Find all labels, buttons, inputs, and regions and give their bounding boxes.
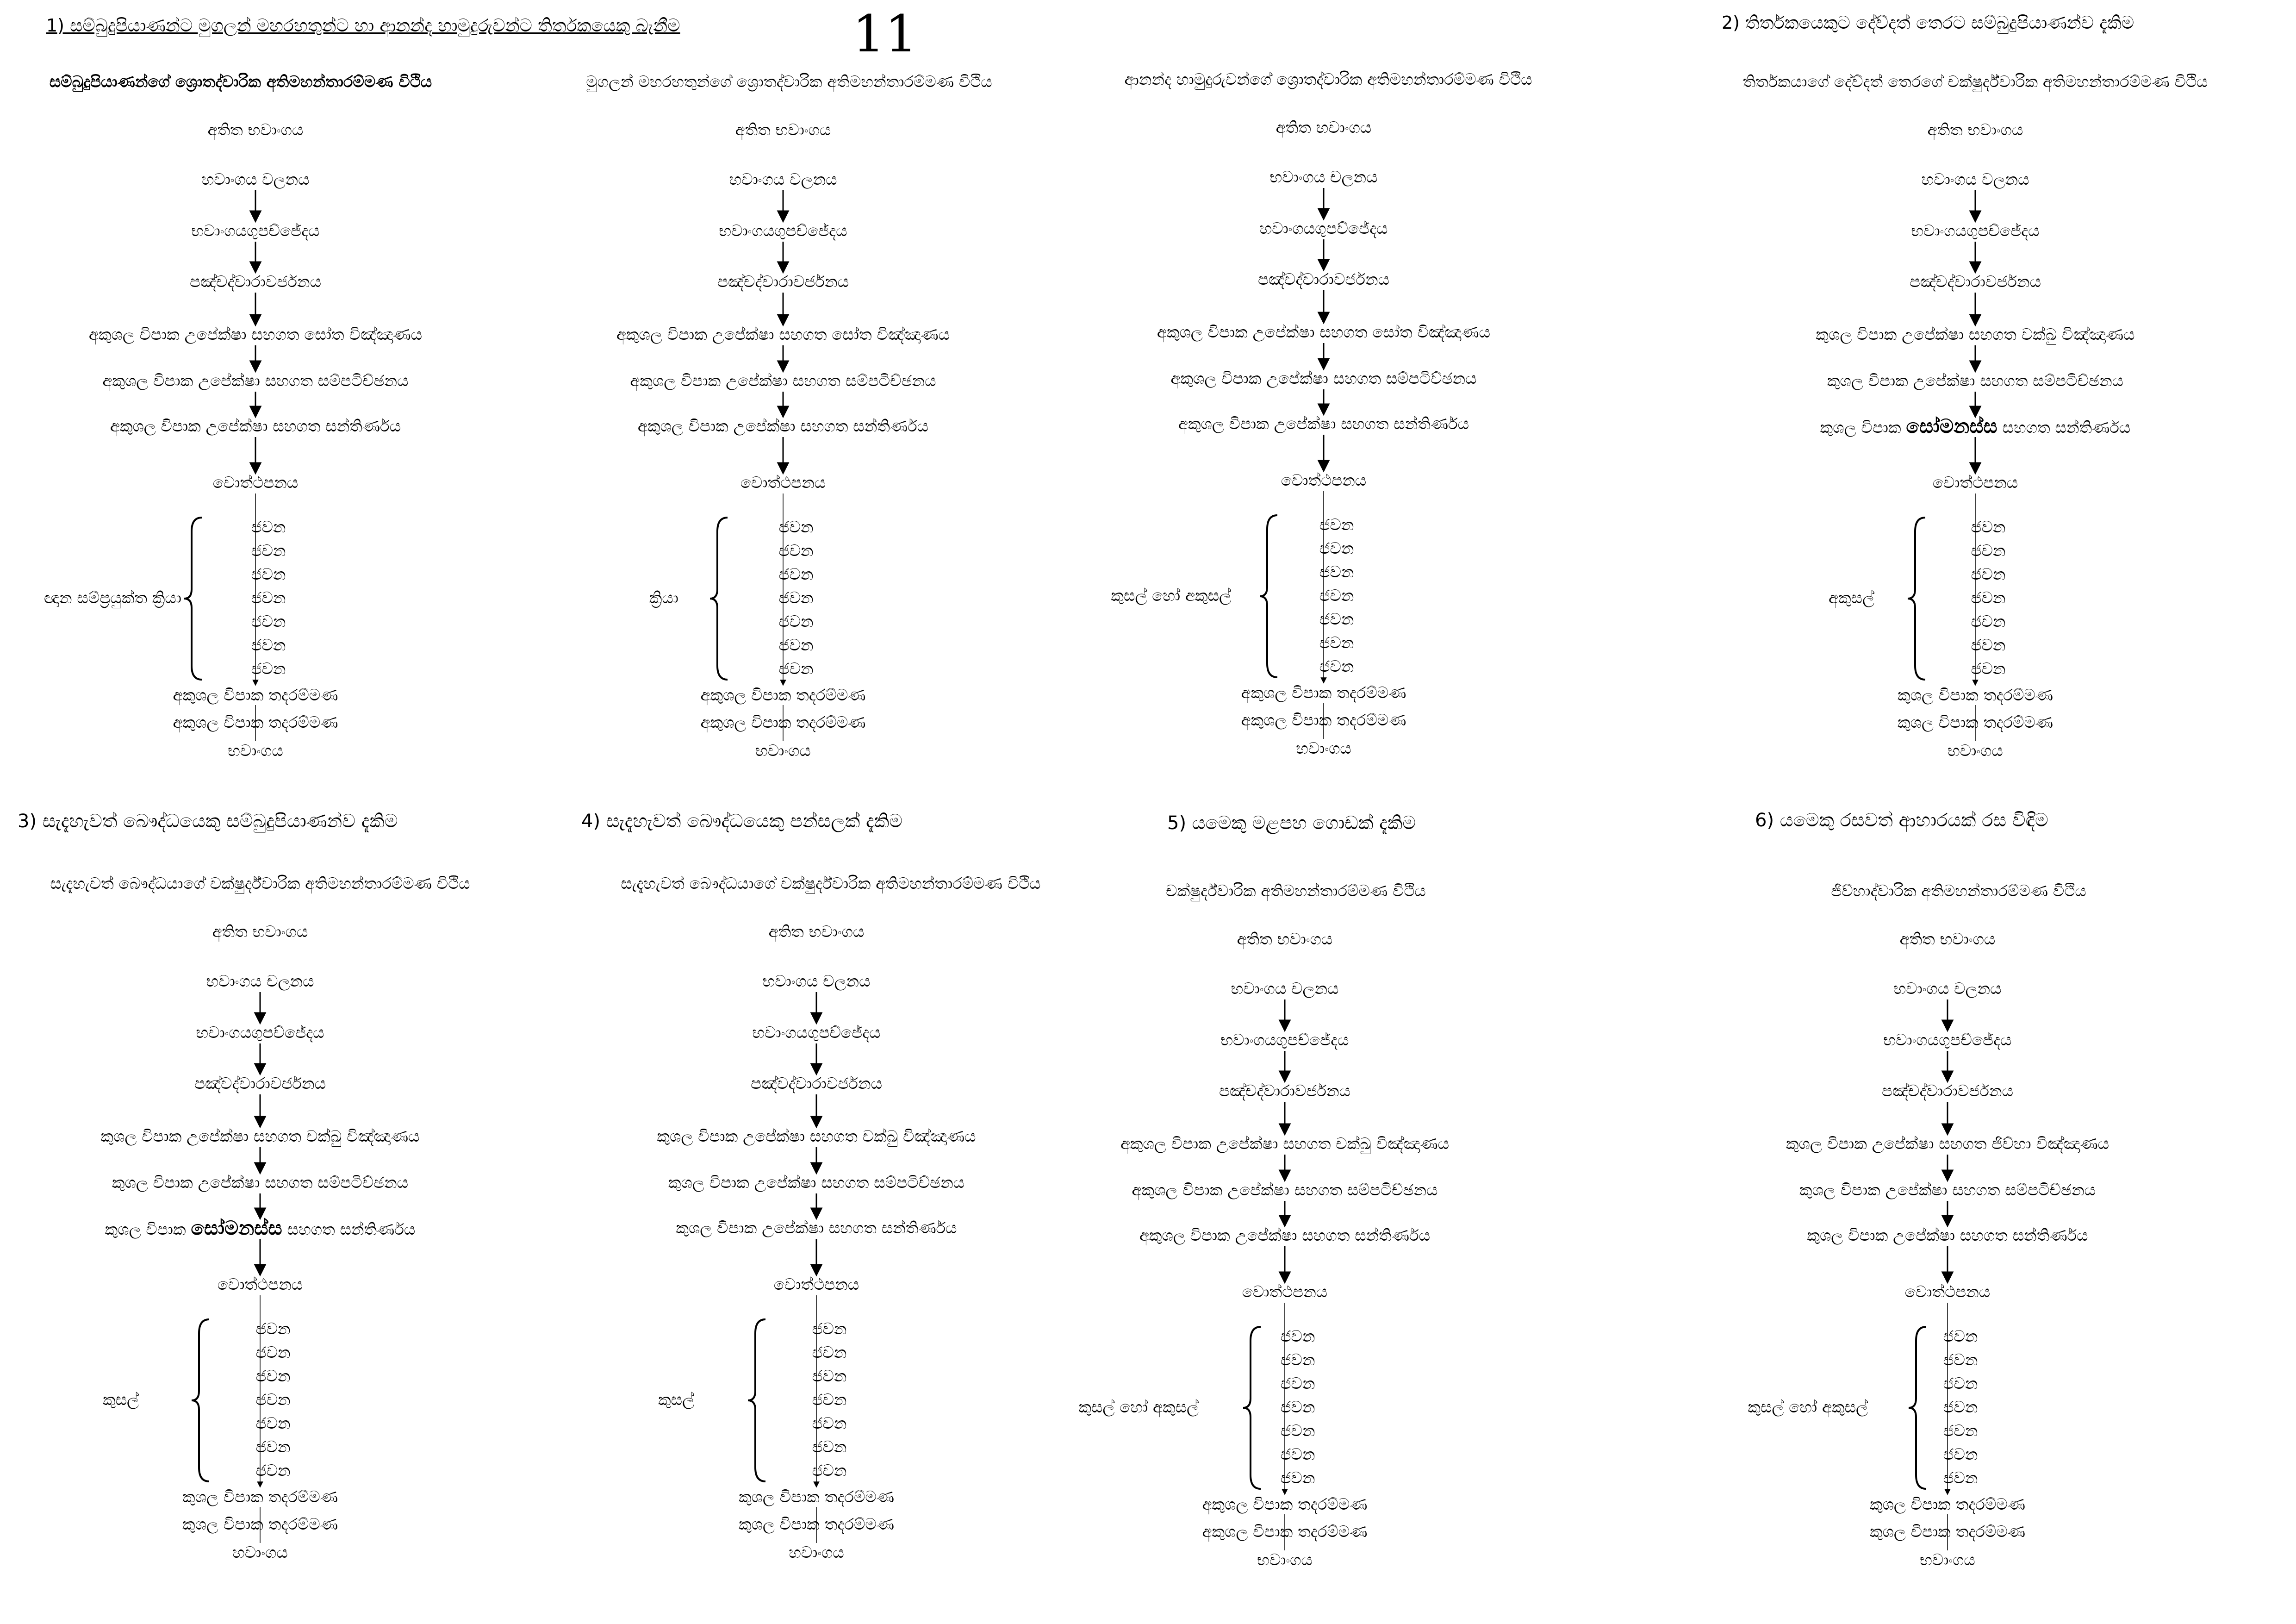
node-javana: ජවන — [778, 660, 814, 678]
node-bhavanga-calana: භවාංගය චලනය — [1269, 168, 1378, 187]
javana-group-label: කුසල් හෝ අකුසල් — [1748, 1398, 1868, 1417]
section-heading-2: 2) තිර්තකයෙකුට දේව්දත් තෙරට සම්බුදුපියාණන්ව දැකිම — [1722, 12, 2134, 33]
node-tadarammana-1: අකුශල විපාක තදරම්මණ — [700, 686, 866, 705]
santirana-suffix: සහගත සන්තිර්ණය — [282, 1220, 416, 1239]
node-votthapana: වොත්ථපනය — [1281, 471, 1367, 490]
node-bhavanga-upaccheda: භවාංගයගුපච්ජේදය — [1220, 1031, 1349, 1049]
node-sampaticchana: අකුශල විපාක උපේක්ෂා සහගත සම්පටිච්ඡනය — [630, 372, 936, 390]
javana-group-label: කුසල් — [658, 1391, 694, 1409]
node-javana: ජවන — [1943, 1469, 1978, 1487]
node-vinnana: අකුශල විපාක උපේක්ෂා සහගත සෝත විඤ්ඤාණය — [616, 325, 950, 344]
javana-group-brace — [184, 518, 202, 680]
javana-group-label: කුසල් හෝ අකුසල් — [1111, 587, 1231, 605]
node-javana: ජවන — [778, 612, 814, 631]
node-sampaticchana: අකුශල විපාක උපේක්ෂා සහගත සම්පටිච්ඡනය — [1170, 369, 1477, 388]
santirana-suffix: සහගත සන්තිර්ණය — [1997, 418, 2131, 437]
javana-group-label: කුසල් හෝ අකුසල් — [1078, 1398, 1199, 1417]
node-javana: ජවන — [1971, 518, 2006, 537]
javana-group-brace — [192, 1319, 209, 1481]
node-pancadvaravajjana: පඤ්චද්වාරාවර්ජනය — [1881, 1082, 2014, 1100]
node-javana: ජවන — [1280, 1422, 1315, 1440]
node-javana: ජවන — [1943, 1351, 1978, 1369]
node-javana: ජවන — [255, 1414, 291, 1433]
node-atita-bhavanga: අතිත භවාංගය — [1276, 119, 1372, 137]
node-vinnana: කුශල විපාක උපේක්ෂා සහගත චක්ඛු විඤ්ඤාණය — [100, 1127, 420, 1146]
node-javana: ජවන — [1280, 1445, 1315, 1464]
node-sampaticchana: කුශල විපාක උපේක්ෂා සහගත සම්පටිච්ඡනය — [1827, 372, 2124, 390]
node-javana: ජවන — [1319, 610, 1354, 629]
section-heading-3: 3) සැදැහැවත් බෞද්ධයෙකු සම්බුදුපියාණන්ව දැකිම — [18, 811, 398, 832]
javana-group-brace — [1909, 1327, 1926, 1489]
diagram-title: තිර්තකයාගේ දේව්දත් තෙරගේ චක්ෂුර්ද්වාරික අතිමහන්තාරම්මණ විථිය — [1742, 73, 2208, 91]
node-vinnana: කුශල විපාක උපේක්ෂා සහගත චක්ඛු විඤ්ඤාණය — [1816, 325, 2135, 344]
node-bhavanga-upaccheda: භවාංගයගුපච්ජේදය — [752, 1024, 881, 1042]
node-javana: ජවන — [1971, 636, 2006, 655]
node-javana: ජවන — [1943, 1327, 1978, 1346]
node-atita-bhavanga: අතිත භවාංගය — [1237, 930, 1333, 949]
node-pancadvaravajjana: පඤ්චද්වාරාවර්ජනය — [1257, 270, 1390, 289]
section-heading-1: 1) සම්බුදුපියාණන්ට මුගලන් මහරහතුන්ට හා ආනන්ද හාමුදුරුවන්ට තිර්තකයෙකු බැනීම — [46, 15, 680, 36]
node-javana: ජවන — [812, 1414, 847, 1433]
node-tadarammana-1: කුශල විපාක තදරම්මණ — [1897, 686, 2053, 705]
node-bhavanga-end: භවාංගය — [1920, 1551, 1975, 1569]
diagram-title: මුගලන් මහරහතුන්ගේ ශ්‍රොතද්වාරික අතිමහන්තාරම්මණ විථිය — [586, 73, 992, 91]
section-heading-4: 4) සැදැහැවත් බෞද්ධයෙකු පන්සලක් දැකිම — [581, 811, 902, 832]
node-santirana: අකුශල විපාක උපේක්ෂා සහගත සන්තිර්ණය — [110, 417, 401, 436]
node-vinnana: කුශල විපාක උපේක්ෂා සහගත ජිව්හා විඤ්ඤාණය — [1786, 1135, 2109, 1153]
javana-group-brace — [1260, 515, 1277, 677]
node-javana: ජවන — [812, 1462, 847, 1480]
node-javana: ජවන — [1943, 1374, 1978, 1393]
node-javana: ජවන — [251, 660, 286, 678]
node-bhavanga-end: භවාංගය — [755, 742, 811, 760]
node-javana: ජවන — [812, 1367, 847, 1386]
node-javana: ජවන — [812, 1391, 847, 1409]
node-santirana: කුශල විපාක උපේක්ෂා සහගත සන්තිර්ණය — [676, 1219, 957, 1237]
node-atita-bhavanga: අතිත භවාංගය — [768, 923, 865, 941]
node-sampaticchana: කුශල විපාක උපේක්ෂා සහගත සම්පටිච්ඡනය — [668, 1174, 965, 1192]
node-santirana: අකුශල විපාක උපේක්ෂා සහගත සන්තිර්ණය — [1139, 1226, 1431, 1245]
node-tadarammana-2: අකුශල විපාක තදරම්මණ — [1241, 711, 1406, 730]
node-atita-bhavanga: අතිත භවාංගය — [735, 121, 831, 139]
santirana-prefix: කුශල විපාක — [105, 1220, 191, 1239]
node-pancadvaravajjana: පඤ්චද්වාරාවර්ජනය — [194, 1074, 326, 1093]
node-bhavanga-upaccheda: භවාංගයගුපච්ජේදය — [719, 222, 847, 240]
javana-group-label: ක්‍රියා — [649, 589, 678, 607]
node-javana: ජවන — [251, 612, 286, 631]
node-javana: ජවන — [812, 1320, 847, 1338]
node-bhavanga-end: භවාංගය — [1296, 739, 1351, 758]
node-vinnana: අකුශල විපාක උපේක්ෂා සහගත සෝත විඤ්ඤාණය — [88, 325, 423, 344]
node-votthapana: වොත්ථපනය — [740, 474, 826, 492]
node-santirana: අකුශල විපාක උපේක්ෂා සහගත සන්තිර්ණය — [1178, 415, 1469, 433]
node-javana: ජවන — [1319, 634, 1354, 652]
node-javana: ජවන — [1971, 612, 2006, 631]
node-tadarammana-2: අකුශල විපාක තදරම්මණ — [700, 713, 866, 732]
node-tadarammana-2: කුශල විපාක තදරම්මණ — [1897, 713, 2053, 732]
node-votthapana: වොත්ථපනය — [1242, 1283, 1328, 1301]
node-tadarammana-1: කුශල විපාක තදරම්මණ — [738, 1488, 895, 1506]
node-bhavanga-calana: භවාංගය චලනය — [1231, 980, 1339, 998]
node-bhavanga-end: භවාංගය — [1948, 742, 2003, 760]
node-pancadvaravajjana: පඤ්චද්වාරාවර්ජනය — [717, 273, 849, 291]
node-javana: ජවන — [251, 589, 286, 607]
santirana-emphasis: සෝමනස්ස — [191, 1217, 282, 1239]
node-bhavanga-end: භවාංගය — [1257, 1551, 1313, 1569]
node-javana: ජවන — [1943, 1398, 1978, 1417]
node-javana: ජවන — [251, 636, 286, 655]
node-javana: ජවන — [812, 1343, 847, 1362]
node-santirana — [105, 1218, 416, 1238]
node-pancadvaravajjana: පඤ්චද්වාරාවර්ජනය — [1219, 1082, 1351, 1100]
node-javana: ජවන — [251, 565, 286, 584]
javana-group-label: කුසල් — [103, 1391, 139, 1409]
node-vinnana: අකුශල විපාක උපේක්ෂා සහගත සෝත විඤ්ඤාණය — [1157, 323, 1491, 342]
node-javana: ජවන — [1971, 589, 2006, 607]
section-heading-6: 6) යමෙකු රසවත් ආහාරයක් රස විඳිම — [1755, 810, 2048, 831]
section-heading-5: 5) යමෙකු මළපහ ගොඩක් දැකිම — [1167, 812, 1416, 834]
javana-group-label: ඥාන සම්ප්‍රයුක්ත ක්‍රියා — [44, 589, 181, 607]
node-javana: ජවන — [1319, 539, 1354, 558]
node-javana: ජවන — [1319, 657, 1354, 676]
node-sampaticchana: කුශල විපාක උපේක්ෂා සහගත සම්පටිච්ඡනය — [1799, 1181, 2096, 1199]
node-votthapana: වොත්ථපනය — [217, 1275, 303, 1294]
node-tadarammana-1: අකුශල විපාක තදරම්මණ — [173, 686, 338, 705]
node-santirana: කුශල විපාක උපේක්ෂා සහගත සන්තිර්ණය — [1807, 1226, 2088, 1245]
node-bhavanga-end: භවාංගය — [789, 1543, 844, 1562]
node-pancadvaravajjana: පඤ්චද්වාරාවර්ජනය — [750, 1074, 883, 1093]
node-javana: ජවන — [255, 1462, 291, 1480]
node-vinnana: කුශල විපාක උපේක්ෂා සහගත චක්ඛු විඤ්ඤාණය — [657, 1127, 976, 1146]
node-vinnana: අකුශල විපාක උපේක්ෂා සහගත චක්ඛු විඤ්ඤාණය — [1120, 1135, 1450, 1153]
node-tadarammana-1: අකුශල විපාක තදරම්මණ — [1202, 1495, 1368, 1514]
diagram-title: සැදැහැවත් බෞද්ධයාගේ චක්ෂුර්ද්වාරික අතිමහන්තාරම්මණ විථිය — [50, 874, 470, 893]
node-votthapana: වොත්ථපනය — [773, 1275, 859, 1294]
node-sampaticchana: කුශල විපාක උපේක්ෂා සහගත සම්පටිච්ඡනය — [112, 1174, 409, 1192]
node-javana: ජවන — [1319, 587, 1354, 605]
node-tadarammana-1: කුශල විපාක තදරම්මණ — [182, 1488, 338, 1506]
node-javana: ජවන — [778, 589, 814, 607]
node-javana: ජවන — [1971, 542, 2006, 560]
node-bhavanga-calana: භවාංගය චලනය — [729, 170, 837, 189]
node-tadarammana-2: කුශල විපාක තදරම්මණ — [182, 1515, 338, 1534]
node-sampaticchana: අකුශල විපාක උපේක්ෂා සහගත සම්පටිච්ඡනය — [102, 372, 409, 390]
node-javana: ජවන — [1971, 565, 2006, 584]
node-tadarammana-2: අකුශල විපාක තදරම්මණ — [1202, 1523, 1368, 1541]
node-bhavanga-calana: භවාංගය චලනය — [206, 972, 314, 991]
node-javana: ජවන — [255, 1367, 291, 1386]
node-bhavanga-end: භවාංගය — [228, 742, 283, 760]
node-javana: ජවන — [1971, 660, 2006, 678]
node-atita-bhavanga: අතිත භවාංගය — [212, 923, 308, 941]
node-javana: ජවන — [255, 1320, 291, 1338]
node-atita-bhavanga: අතිත භවාංගය — [1927, 121, 2023, 139]
javana-group-brace — [1243, 1327, 1261, 1489]
node-javana: ජවන — [255, 1343, 291, 1362]
node-javana: ජවන — [1280, 1374, 1315, 1393]
javana-group-brace — [748, 1319, 765, 1481]
node-bhavanga-upaccheda: භවාංගයගුපච්ජේදය — [1911, 222, 2040, 240]
diagram-title: ජිව්හාද්වාරික අතිමහන්තාරම්මණ විථිය — [1831, 882, 2086, 900]
node-javana: ජවන — [1319, 563, 1354, 581]
node-atita-bhavanga: අතිත භවාංගය — [207, 121, 304, 139]
node-sampaticchana: අකුශල විපාක උපේක්ෂා සහගත සම්පටිච්ඡනය — [1132, 1181, 1438, 1199]
javana-group-label: අකුසල් — [1829, 589, 1874, 607]
santirana-prefix: කුශල විපාක — [1820, 418, 1906, 437]
node-javana: ජවන — [1319, 516, 1354, 534]
node-javana: ජවන — [1943, 1422, 1978, 1440]
node-javana: ජවන — [1280, 1398, 1315, 1417]
node-tadarammana-1: කුශල විපාක තදරම්මණ — [1869, 1495, 2026, 1514]
node-votthapana: වොත්ථපනය — [1904, 1283, 1991, 1301]
node-votthapana: වොත්ථපනය — [1932, 474, 2018, 492]
node-bhavanga-upaccheda: භවාංගයගුපච්ජේදය — [196, 1024, 324, 1042]
node-javana: ජවන — [1943, 1445, 1978, 1464]
node-javana: ජවන — [255, 1391, 291, 1409]
diagram-title: සැදැහැවත් බෞද්ධයාගේ චක්ෂුර්ද්වාරික අතිමහන්තාරම්මණ විථිය — [621, 874, 1041, 893]
node-tadarammana-2: අකුශල විපාක තදරම්මණ — [173, 713, 338, 732]
node-bhavanga-calana: භවාංගය චලනය — [762, 972, 871, 991]
javana-group-brace — [710, 518, 728, 680]
javana-group-brace — [1908, 518, 1925, 680]
page-number: 11 — [852, 4, 917, 63]
node-javana: ජවන — [255, 1438, 291, 1456]
node-javana: ජවන — [251, 518, 286, 537]
diagram-title: සම්බුදුපියාණන්ගේ ශ්‍රොතද්වාරික අතිමහන්තාරම්මණ විථිය — [49, 73, 432, 91]
node-bhavanga-upaccheda: භවාංගයගුපච්ජේදය — [1883, 1031, 2012, 1049]
node-javana: ජවන — [778, 542, 814, 560]
node-pancadvaravajjana: පඤ්චද්වාරාවර්ජනය — [1909, 273, 2041, 291]
node-javana: ජවන — [251, 542, 286, 560]
node-javana: ජවන — [778, 518, 814, 537]
node-votthapana: වොත්ථපනය — [212, 474, 299, 492]
node-bhavanga-upaccheda: භවාංගයගුපච්ජේදය — [1259, 219, 1388, 238]
node-bhavanga-calana: භවාංගය චලනය — [1921, 170, 2029, 189]
node-tadarammana-2: කුශල විපාක තදරම්මණ — [738, 1515, 895, 1534]
node-javana: ජවන — [1280, 1351, 1315, 1369]
node-bhavanga-calana: භවාංගය චලනය — [201, 170, 310, 189]
node-bhavanga-end: භවාංගය — [232, 1543, 288, 1562]
node-javana: ජවන — [812, 1438, 847, 1456]
node-pancadvaravajjana: පඤ්චද්වාරාවර්ජනය — [189, 273, 322, 291]
santirana-emphasis: සෝමනස්ස — [1906, 415, 1997, 437]
diagram-title: චක්ෂුර්ද්වාරික අතිමහන්තාරම්මණ විථිය — [1166, 882, 1426, 900]
node-javana: ජවන — [1280, 1327, 1315, 1346]
node-atita-bhavanga: අතිත භවාංගය — [1899, 930, 1996, 949]
node-tadarammana-1: අකුශල විපාක තදරම්මණ — [1241, 684, 1406, 702]
node-bhavanga-upaccheda: භවාංගයගුපච්ජේදය — [191, 222, 320, 240]
node-javana: ජවන — [778, 565, 814, 584]
node-santirana — [1820, 417, 2131, 436]
node-javana: ජවන — [778, 636, 814, 655]
node-santirana: අකුශල විපාක උපේක්ෂා සහගත සන්තිර්ණය — [637, 417, 929, 436]
node-javana: ජවන — [1280, 1469, 1315, 1487]
node-bhavanga-calana: භවාංගය චලනය — [1893, 980, 2002, 998]
node-tadarammana-2: කුශල විපාක තදරම්මණ — [1869, 1523, 2026, 1541]
diagram-title: ආනන්ද හාමුදුරුවන්ගේ ශ්‍රොතද්වාරික අතිමහන්තාරම්මණ විථිය — [1124, 70, 1532, 89]
